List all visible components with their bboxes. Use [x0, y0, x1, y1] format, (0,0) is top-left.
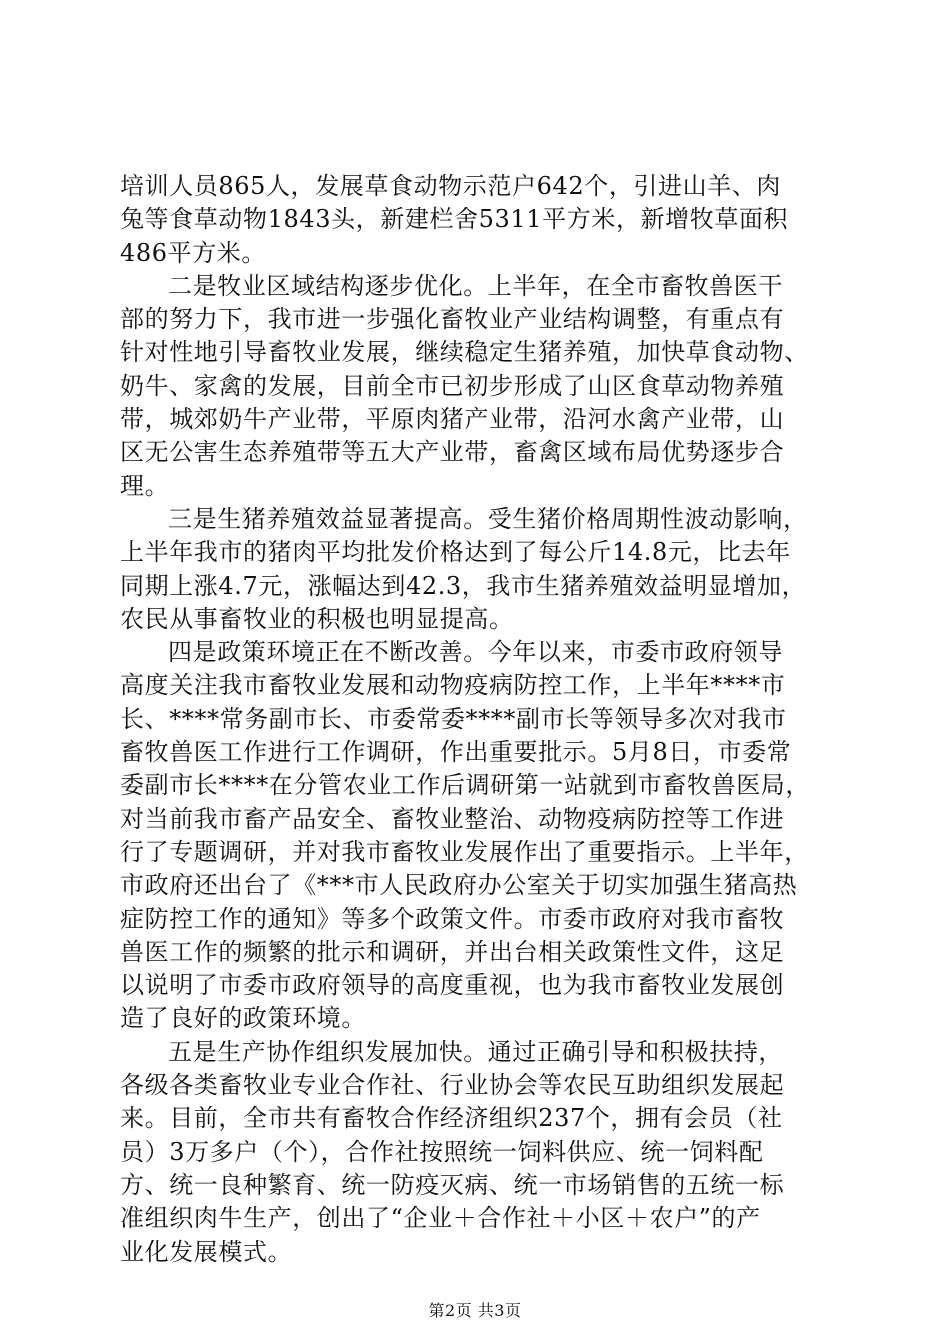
text-line: 针对性地引导畜牧业发展，继续稳定生猪养殖，加快草食动物、: [120, 338, 809, 367]
text-line: 各级各类畜牧业专业合作社、行业协会等农民互助组织发展起: [120, 1071, 785, 1100]
text-line: 业化发展模式。: [120, 1237, 293, 1266]
text-line: 区无公害生态养殖带等五大产业带，畜禽区域布局优势逐步合: [120, 438, 785, 467]
text-line: 员）3万多户（个），合作社按照统一饲料供应、统一饲料配: [120, 1137, 764, 1166]
text-line: 486平方米。: [120, 238, 267, 267]
paragraph-start-line: 四是政策环境正在不断改善。今年以来，市委市政府领导: [168, 638, 783, 667]
text-line: 来。目前，全市共有畜牧合作经济组织237个，拥有会员（社: [120, 1104, 783, 1133]
text-line: 症防控工作的通知》等多个政策文件。市委市政府对我市畜牧: [120, 904, 785, 933]
text-line: 准组织肉牛生产，创出了“企业＋合作社＋小区＋农户”的产: [120, 1204, 761, 1233]
text-line: 理。: [120, 471, 170, 500]
paragraph-start-line: 二是牧业区域结构逐步优化。上半年，在全市畜牧兽医干: [168, 271, 783, 300]
paragraph-start-line: 三是生猪养殖效益显著提高。受生猪价格周期性波动影响，: [168, 504, 808, 533]
document-body: [120, 170, 832, 1269]
text-line: 农民从事畜牧业的积极也明显提高。: [120, 604, 514, 633]
text-line: 兽医工作的频繁的批示和调研，并出台相关政策性文件，这足: [120, 937, 785, 966]
text-line: 带，城郊奶牛产业带，平原肉猪产业带，沿河水禽产业带，山: [120, 405, 785, 434]
text-line: 奶牛、家禽的发展，目前全市已初步形成了山区食草动物养殖: [120, 371, 785, 400]
text-line: 部的努力下，我市进一步强化畜牧业产业结构调整，有重点有: [120, 305, 785, 334]
page-number-footer: 第2页 共3页: [428, 1301, 522, 1320]
text-line: 长、****常务副市长、市委常委****副市长等领导多次对我市: [120, 704, 787, 733]
text-line: 造了良好的政策环境。: [120, 1004, 366, 1033]
text-line: 同期上涨4.7元，涨幅达到42.3，我市生猪养殖效益明显增加，: [120, 571, 807, 600]
text-line: 以说明了市委市政府领导的高度重视，也为我市畜牧业发展创: [120, 971, 785, 1000]
text-line: 对当前我市畜产品安全、畜牧业整治、动物疫病防控等工作进: [120, 804, 785, 833]
paragraph-start-line: 五是生产协作组织发展加快。通过正确引导和积极扶持，: [168, 1037, 783, 1066]
text-line: 市政府还出台了《***市人民政府办公室关于切实加强生猪高热: [120, 871, 798, 900]
text-line: 培训人员865人，发展草食动物示范户642个，引进山羊、肉: [120, 172, 782, 200]
text-line: 兔等食草动物1843头，新建栏舍5311平方米，新增牧草面积: [120, 205, 789, 234]
text-line: 高度关注我市畜牧业发展和动物疫病防控工作，上半年****市: [120, 671, 786, 700]
text-line: 方、统一良种繁育、统一防疫灭病、统一市场销售的五统一标: [120, 1170, 785, 1199]
text-line: 上半年我市的猪肉平均批发价格达到了每公斤14.8元，比去年: [120, 538, 791, 567]
text-line: 委副市长****在分管农业工作后调研第一站就到市畜牧兽医局，: [120, 771, 810, 800]
text-line: 畜牧兽医工作进行工作调研，作出重要批示。5月8日，市委常: [120, 738, 792, 767]
text-line: 行了专题调研，并对我市畜牧业发展作出了重要指示。上半年，: [120, 837, 809, 866]
